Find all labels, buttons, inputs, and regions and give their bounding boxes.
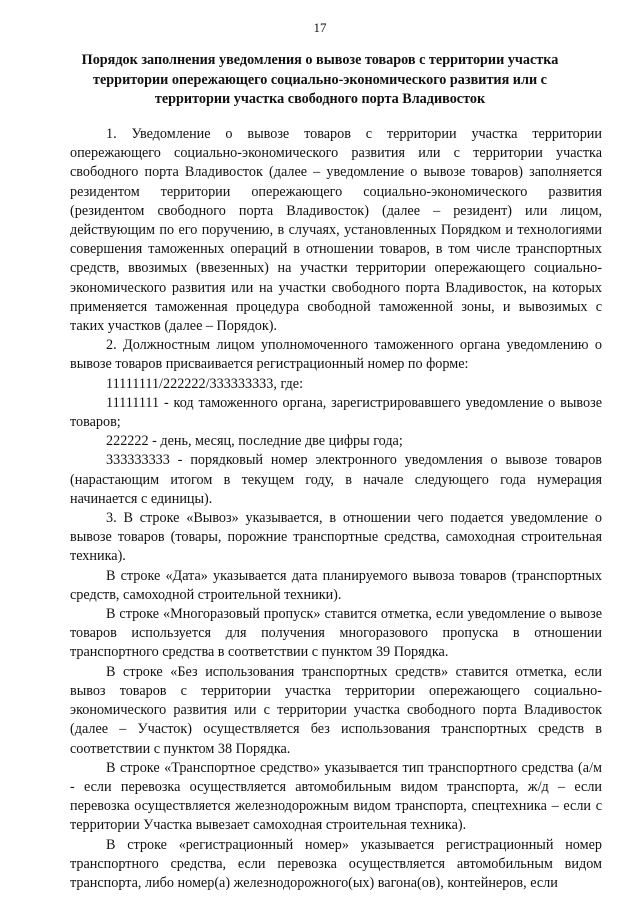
paragraph-5: 222222 - день, месяц, последние две цифры года; [106,433,403,450]
paragraph-10: В строке «Без использования транспортных средств» ставится отметка, если вывоз товаров с территории участка территории опережающего социально-экономического развития или с территории участка свободного порта Владивосток (далее – Участок) осуществляется без использования транспортных средств в соответствии с пунктом 38 Порядка. [70,663,602,757]
page-number: 17 [313,20,327,35]
paragraph-3: 11111111/222222/333333333, где: [106,375,304,392]
paragraph-11: В строке «Транспортное средство» указывается тип транспортного средства (а/м - если перевозка осуществляется автомобильным видом транспорта, ж/д – если перевозка осуществляется железнодорожным видом транспорта, спецтехника – если с территории Участка вывезает самоходная строительная техника). [70,759,602,834]
paragraph-6: 333333333 - порядковый номер электронного уведомления о вывозе товаров (нарастающим итогом в текущем году, в начале следующего года нумерация начинается с единицы). [70,452,602,507]
paragraph-12: В строке «регистрационный номер» указывается регистрационный номер транспортного средства, если перевозка осуществляется автомобильным видом транспорта, либо номер(а) железнодорожного(ых) вагона(ов), контейнеров, если [70,836,602,891]
paragraph-2: 2. Должностным лицом уполномоченного таможенного органа уведомлению о вывозе товаров присваивается регистрационный номер по форме: [70,337,602,373]
document-title: Порядок заполнения уведомления о вывозе товаров с территории участка территории опережающего социально-экономического развития или с территории участка свободного порта Владивосток [81,52,559,107]
paragraph-9: В строке «Многоразовый пропуск» ставится отметка, если уведомление о вывозе товаров используется для получения многоразового пропуска в отношении транспортного средства в соответствии с пунктом 39 Порядка. [70,606,602,661]
paragraph-4: 11111111 - код таможенного органа, зарегистрировавшего уведомление о вывозе товаров; [70,394,602,431]
paragraph-8: В строке «Дата» указывается дата планируемого вывоза товаров (транспортных средств, самоходной строительной техники). [70,567,602,603]
document-body [70,125,602,893]
paragraph-1: 1. Уведомление о вывозе товаров с территории участка территории опережающего социально-экономического развития или с территории участка свободного порта Владивосток (далее – уведомление о вывозе товаров) заполняется резидентом территории опережающего социально-экономического развития (резидентом свободного порта Владивосток) (далее – резидент) или лицом, действующим по его поручению, в случаях, установленных Порядком и технологиями совершения таможенных операций в отношении товаров, в том числе транспортных средств, ввозимых (ввезенных) на участки территории опережающего социально-экономического развития или на участки свободного порта Владивосток, на которых применяется таможенная процедура свободной таможенной зоны, и вывозимых с таких участков (далее – Порядок). [70,126,602,335]
paragraph-7: 3. В строке «Вывоз» указывается, в отношении чего подается уведомление о вывозе товаров (товары, порожние транспортные средства, самоходная строительная техника). [70,510,602,565]
